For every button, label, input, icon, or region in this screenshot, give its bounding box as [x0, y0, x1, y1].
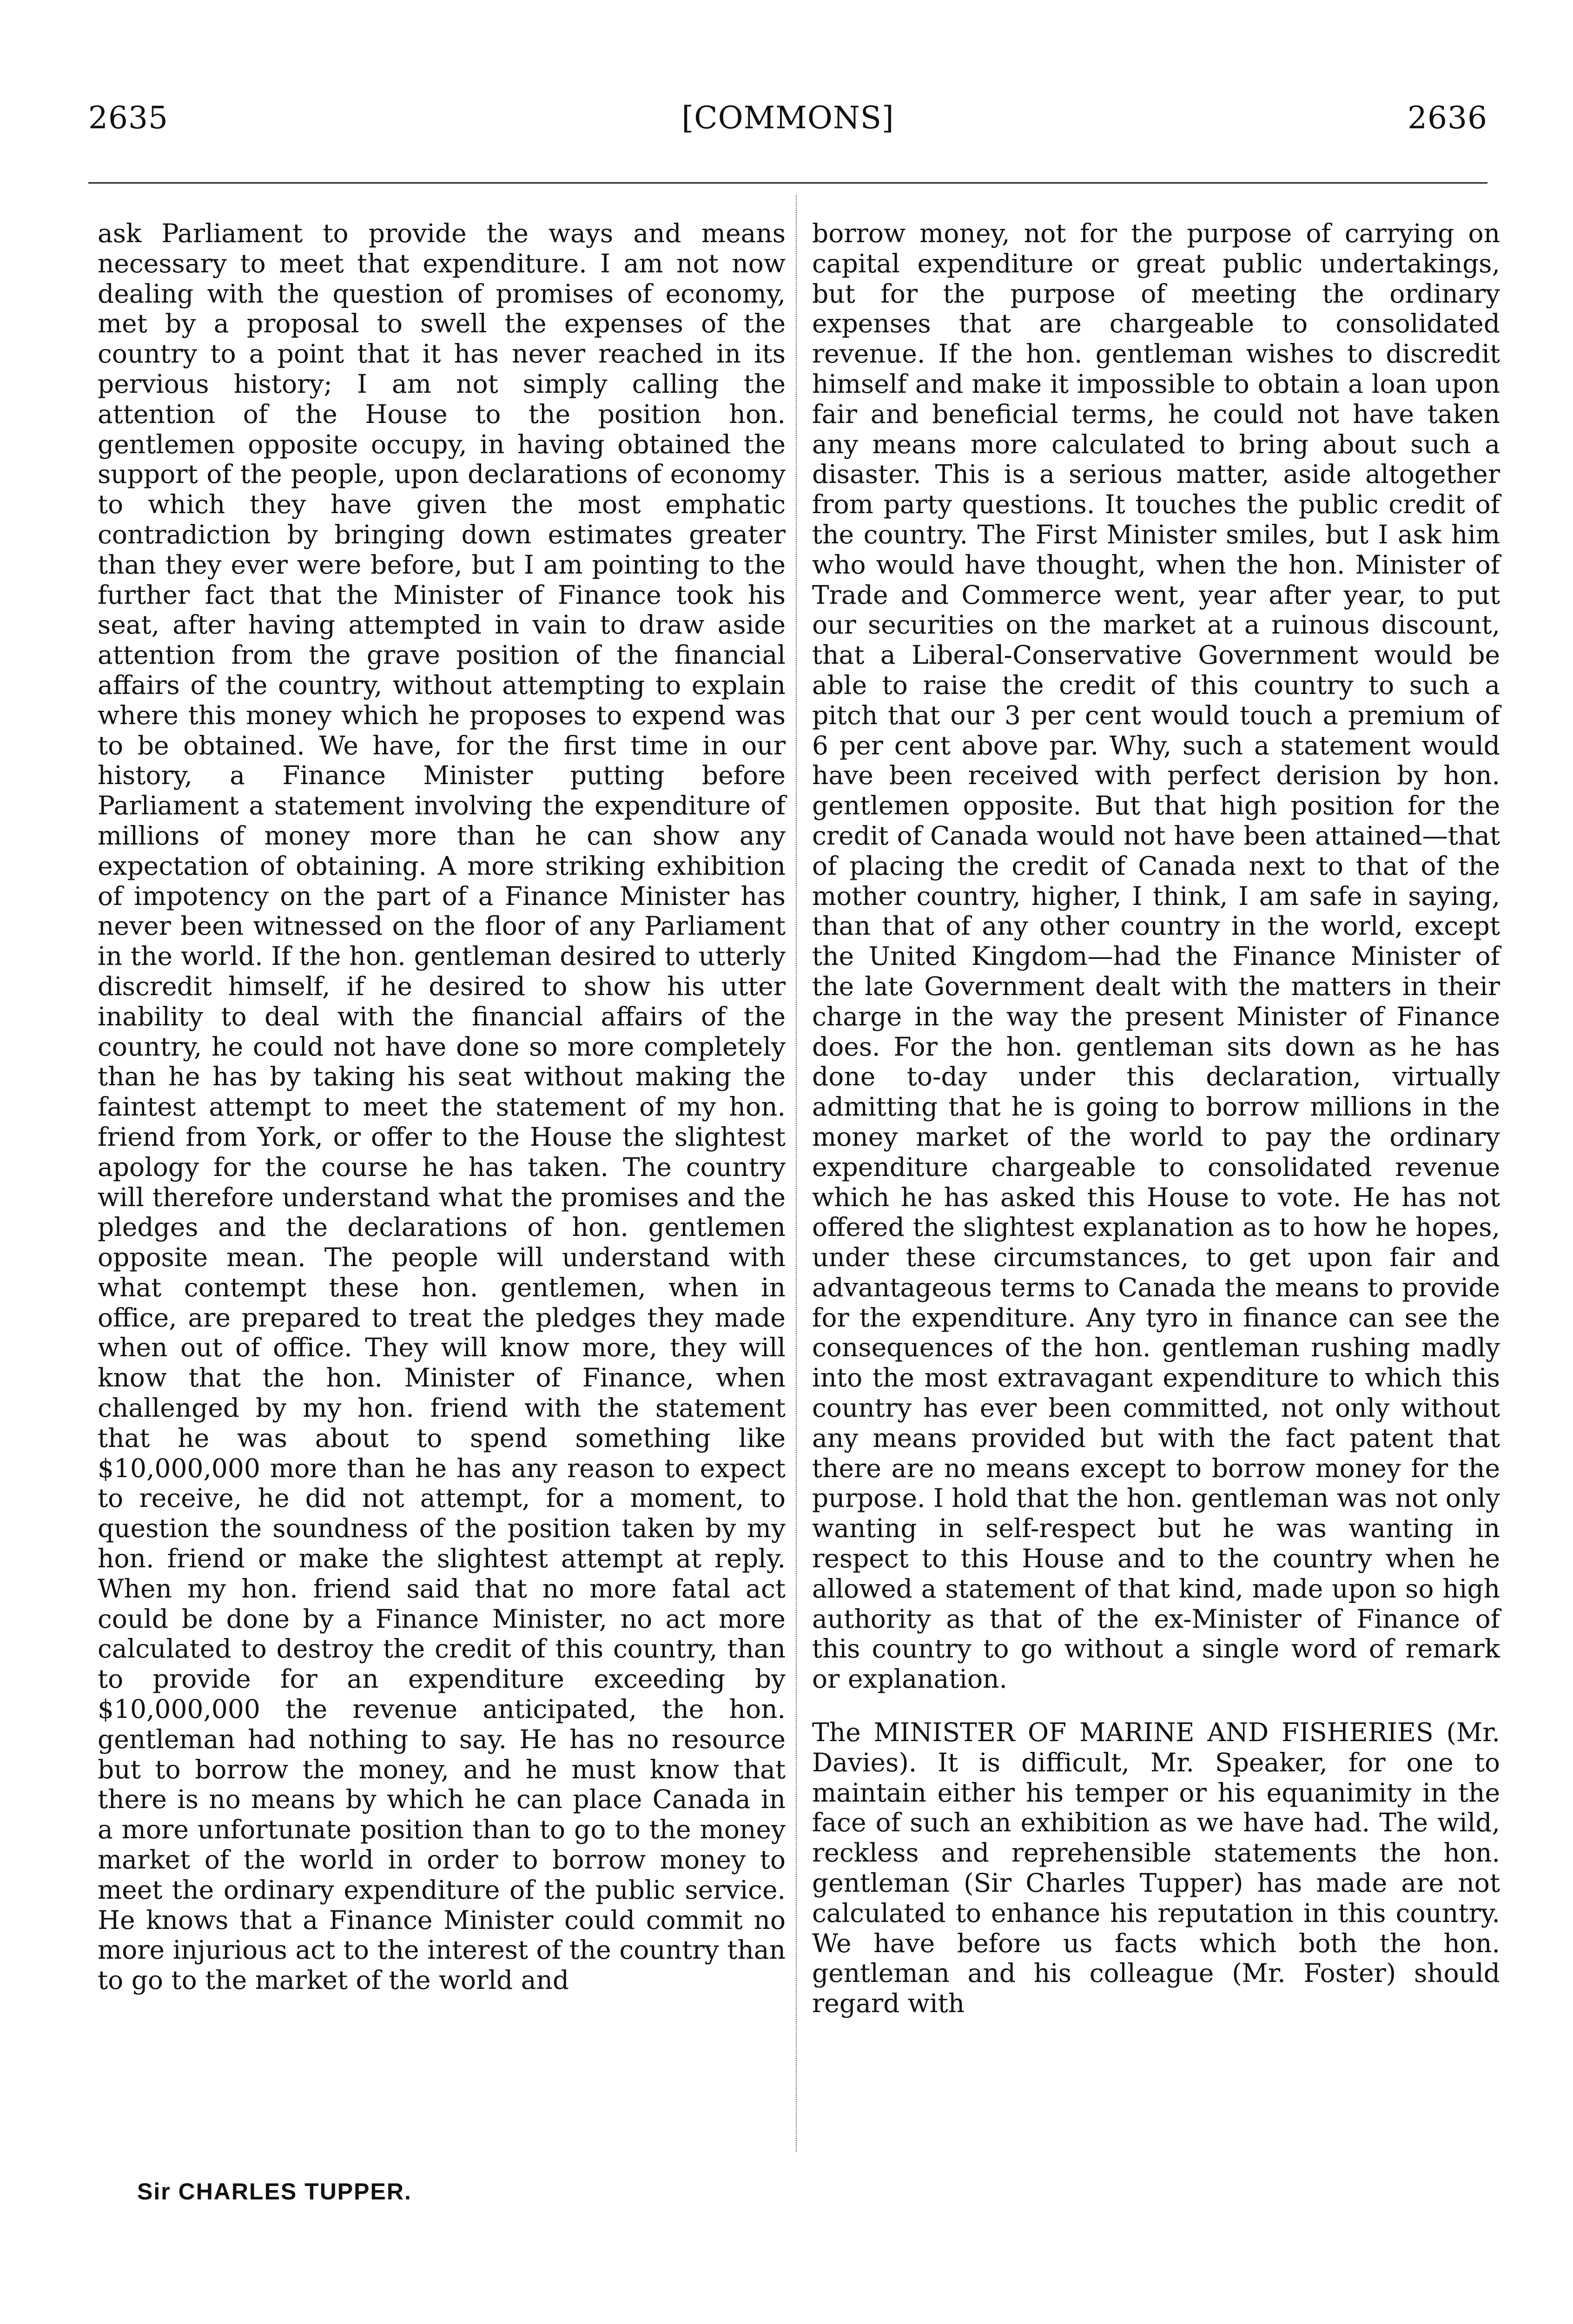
left-column — [98, 218, 786, 1995]
speech-text: It is difficult, Mr. Speaker, for one to maintain either his temper or his equanimity in the face of such an exhibition as we have had. The wild, reckless and reprehensible statements the hon. gentleman (Sir Charles Tupper) has made are not calculated to enhance his reputation in this country. We have before us facts which both the hon. gentleman and his colleague (Mr. Foster) should regard with — [812, 1747, 1500, 2019]
left-column-paragraph: ask Parliament to provide the ways and means necessary to meet that expenditure. I am not now dealing with the question of promises of economy, met by a proposal to swell the expenses of the country to a point that it has never reached in its pervious history; I am not simply calling the attention of the House to the position hon. gentlemen opposite occupy, in having obtained the support of the people, upon declarations of economy to which they have given the most emphatic contradiction by bringing down estimates greater than they ever were before, but I am pointing to the further fact that the Minister of Finance took his seat, after having attempted in vain to draw aside attention from the grave position of the financial affairs of the country, without attempting to explain where this money which he proposes to expend was to be obtained. We have, for the first time in our history, a Finance Minister putting before Parliament a statement involving the expenditure of millions of money more than he can show any expectation of obtaining. A more striking exhibition of impotency on the part of a Finance Minister has never been witnessed on the floor of any Parliament in the world. If the hon. gentleman desired to utterly discredit himself, if he desired to show his utter inability to deal with the financial affairs of the country, he could not have done so more completely than he has by taking his seat without making the faintest attempt to meet the statement of my hon. friend from York, or offer to the House the slightest apology for the course he has taken. The country will therefore understand what the promises and the pledges and the declarations of hon. gentlemen opposite mean. The people will understand with what contempt these hon. gentlemen, when in office, are prepared to treat the pledges they made when out of office. They will know more, they will know that the hon. Minister of Finance, when challenged by my hon. friend with the statement that he was about to spend something like $10,000,000 more than he has any reason to expect to receive, he did not attempt, for a moment, to question the soundness of the position taken by my hon. friend or make the slightest attempt at reply. When my hon. friend said that no more fatal act could be done by a Finance Minister, no act more calculated to destroy the credit of this country, than to provide for an expenditure exceeding by $10,000,000 the revenue anticipated, the hon. gentleman had nothing to say. He has no resource but to borrow the money, and he must know that there is no means by which he can place Canada in a more unfortunate position than to go to the money market of the world in order to borrow money to meet the ordinary expenditure of the public service. He knows that a Finance Minister could commit no more injurious act to the interest of the country than to go to the market of the world and — [98, 218, 786, 1995]
column-divider — [796, 195, 797, 2152]
right-column — [812, 218, 1500, 2019]
right-page-number: 2636 — [1408, 100, 1487, 136]
page-footer-speaker: Sir CHARLES TUPPER. — [137, 2179, 412, 2205]
speaker-attribution: The MINISTER OF MARINE AND FISHERIES (Mr. Davies). — [812, 1717, 1500, 1777]
speech-paragraph — [812, 1717, 1500, 2019]
right-column-paragraph: borrow money, not for the purpose of carrying on capital expenditure or great public undertakings, but for the purpose of meeting the ordinary expenses that are chargeable to consolidated revenue. If the hon. gentleman wishes to discredit himself and make it impossible to obtain a loan upon fair and beneficial terms, he could not have taken any means more calculated to bring about such a disaster. This is a serious matter, aside altogether from party questions. It touches the public credit of the country. The First Minister smiles, but I ask him who would have thought, when the hon. Minister of Trade and Commerce went, year after year, to put our securities on the market at a ruinous discount, that a Liberal-Conservative Government would be able to raise the credit of this country to such a pitch that our 3 per cent would touch a premium of 6 per cent above par. Why, such a statement would have been received with perfect derision by hon. gentlemen opposite. But that high position for the credit of Canada would not have been attained—that of placing the credit of Canada next to that of the mother country, higher, I think, I am safe in saying, than that of any other country in the world, except the United Kingdom—had the Finance Minister of the late Government dealt with the matters in their charge in the way the present Minister of Finance does. For the hon. gentleman sits down as he has done to-day under this declaration, virtually admitting that he is going to borrow millions in the money market of the world to pay the ordinary expenditure chargeable to consolidated revenue which he has asked this House to vote. He has not offered the slightest explanation as to how he hopes, under these circumstances, to get upon fair and advantageous terms to Canada the means to provide for the expenditure. Any tyro in finance can see the consequences of the hon. gentleman rushing madly into the most extravagant expenditure to which this country has ever been committed, not only without any means provided but with the fact patent that there are no means except to borrow money for the purpose. I hold that the hon. gentleman was not only wanting in self-respect but he was wanting in respect to this House and to the country when he allowed a statement of that kind, made upon so high authority as that of the ex-Minister of Finance of this country to go without a single word of remark or explanation. — [812, 218, 1500, 1694]
left-page-number: 2635 — [88, 100, 168, 136]
header-rule — [88, 182, 1487, 184]
header-title: [COMMONS] — [681, 100, 894, 136]
page-header — [88, 100, 1487, 151]
